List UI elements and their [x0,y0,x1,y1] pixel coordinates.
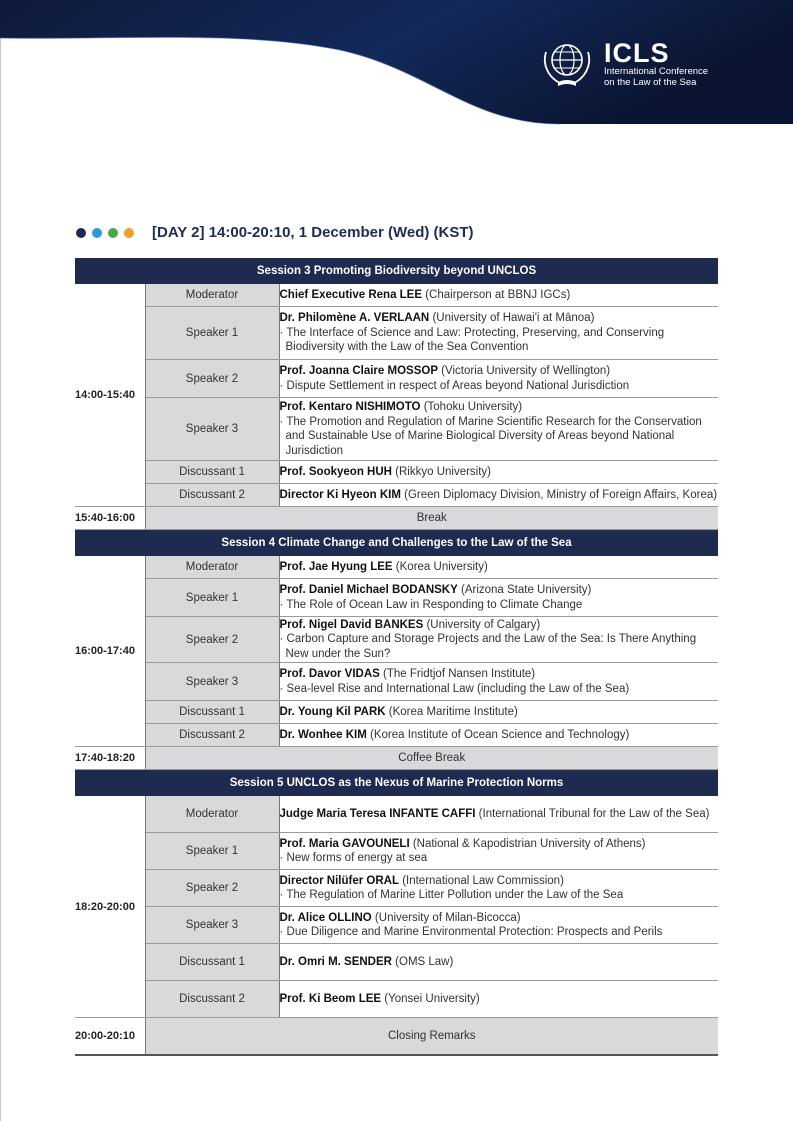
participant-detail [279,944,718,981]
participant-name: Dr. Philomène A. VERLAAN [279,312,430,325]
role-label: Speaker 2 [145,870,279,907]
participant-name: Prof. Nigel David BANKES [279,618,424,631]
schedule-row [75,701,718,724]
participant-detail [279,663,718,701]
break-row [75,1018,718,1056]
break-label: Break [145,507,718,530]
logo-subtitle-line1: International Conference [604,66,709,77]
schedule-row [75,724,718,747]
participant-affiliation: (Yonsei University) [381,992,480,1005]
session-header-row [75,258,718,284]
schedule-row [75,556,718,579]
participant-detail [279,307,718,360]
role-label: Discussant 2 [145,724,279,747]
participant-name: Chief Executive Rena LEE [279,288,423,301]
schedule-row [75,796,718,833]
break-label: Closing Remarks [145,1018,718,1056]
participant-name: Prof. Joanna Claire MOSSOP [279,365,438,377]
bullet-dot-green [108,228,118,238]
schedule-row [75,284,718,307]
participant-affiliation: (University of Milan-Bicocca) [371,911,521,924]
role-label: Speaker 1 [145,307,279,360]
role-label: Moderator [145,556,279,579]
talk-topic: · The Promotion and Regulation of Marine Scientific Research for the Conservation and Sustainable Use of Marine Biological Diversity of Areas beyond National Jurisdiction [279,415,702,457]
role-label: Speaker 1 [145,833,279,870]
participant-name: Prof. Sookyeon HUH [279,465,392,478]
role-label: Speaker 2 [145,617,279,663]
schedule-row [75,398,718,461]
day-heading [76,224,474,241]
participant-name: Director Nilüfer ORAL [279,874,399,887]
break-row [75,747,718,770]
schedule-row [75,307,718,360]
role-label: Speaker 3 [145,398,279,461]
participant-detail [279,360,718,398]
globe-laurel-icon [536,38,598,90]
schedule-row [75,461,718,484]
participant-name: Director Ki Hyeon KIM [279,488,401,501]
participant-name: Judge Maria Teresa INFANTE CAFFI [279,807,476,820]
talk-topic: · New forms of energy at sea [279,852,428,864]
role-label: Speaker 2 [145,360,279,398]
participant-name: Prof. Ki Beom LEE [279,992,382,1005]
participant-affiliation: (University of Calgary) [423,618,541,631]
talk-topic: · The Regulation of Marine Litter Pollution under the Law of the Sea [279,889,624,901]
participant-affiliation: (Korea University) [392,560,488,573]
participant-affiliation: (OMS Law) [391,955,454,968]
talk-topic: · Sea-level Rise and International Law (including the Law of the Sea) [279,682,630,695]
session-header-row [75,770,718,797]
schedule-row [75,870,718,907]
break-time: 20:00-20:10 [75,1018,145,1056]
participant-detail [279,796,718,833]
participant-detail [279,461,718,484]
break-time: 17:40-18:20 [75,747,145,770]
participant-affiliation: (Korea Institute of Ocean Science and Technology) [366,728,630,741]
logo-subtitle-line2: on the Law of the Sea [604,77,697,88]
role-label: Speaker 3 [145,907,279,944]
participant-detail [279,833,718,870]
schedule-row [75,833,718,870]
participant-detail [279,579,718,617]
participant-affiliation: (International Law Commission) [399,874,564,887]
participant-detail [279,484,718,507]
schedule-row [75,360,718,398]
role-label: Moderator [145,796,279,833]
participant-name: Dr. Alice OLLINO [279,911,372,924]
participant-detail [279,907,718,944]
participant-affiliation: (Chairperson at BBNJ IGCs) [422,288,571,301]
participant-affiliation: (University of Hawai'i at Mānoa) [429,312,595,325]
participant-name: Dr. Young Kil PARK [279,705,386,718]
participant-affiliation: (Arizona State University) [457,584,592,596]
break-label: Coffee Break [145,747,718,770]
role-label: Discussant 1 [145,944,279,981]
participant-detail [279,870,718,907]
participant-affiliation: (Green Diplomacy Division, Ministry of Foreign Affairs, Korea) [400,488,718,501]
break-time: 15:40-16:00 [75,507,145,530]
participant-detail [279,556,718,579]
participant-name: Dr. Omri M. SENDER [279,955,392,968]
session-title: Session 5 UNCLOS as the Nexus of Marine Protection Norms [75,770,718,797]
day-title: [DAY 2] 14:00-20:10, 1 December (Wed) (KST) [152,224,474,241]
icls-logo [536,38,708,90]
break-row [75,507,718,530]
session-time: 18:20-20:00 [75,796,145,1018]
role-label: Moderator [145,284,279,307]
participant-name: Prof. Maria GAVOUNELI [279,837,410,850]
bullet-dot-navy [76,228,86,238]
schedule-row [75,579,718,617]
participant-affiliation: (Korea Maritime Institute) [385,705,518,718]
talk-topic: · Dispute Settlement in respect of Areas beyond National Jurisdiction [279,379,630,392]
session-time: 14:00-15:40 [75,284,145,507]
session-title: Session 3 Promoting Biodiversity beyond UNCLOS [75,258,718,284]
session-title: Session 4 Climate Change and Challenges to the Law of the Sea [75,530,718,557]
participant-name: Prof. Kentaro NISHIMOTO [279,401,421,413]
participant-name: Prof. Jae Hyung LEE [279,560,393,573]
session-header-row [75,530,718,557]
talk-topic: · The Interface of Science and Law: Protecting, Preserving, and Conserving Biodiversity with the Law of the Sea Convention [279,326,665,354]
role-label: Speaker 3 [145,663,279,701]
schedule-row [75,944,718,981]
participant-affiliation: (National & Kapodistrian University of Athens) [409,837,646,850]
bullet-dot-blue [92,228,102,238]
participant-name: Prof. Daniel Michael BODANSKY [279,584,458,596]
participant-affiliation: (Tohoku University) [420,401,523,413]
session-time: 16:00-17:40 [75,556,145,747]
participant-detail [279,724,718,747]
role-label: Speaker 1 [145,579,279,617]
participant-name: Dr. Wonhee KIM [279,728,367,741]
schedule-row [75,484,718,507]
role-label: Discussant 1 [145,461,279,484]
role-label: Discussant 2 [145,981,279,1018]
bullet-dot-orange [124,228,134,238]
participant-affiliation: (International Tribunal for the Law of the Sea) [475,807,710,820]
participant-detail [279,617,718,663]
participant-affiliation: (The Fridtjof Nansen Institute) [379,668,536,680]
talk-topic: · Carbon Capture and Storage Projects and the Law of the Sea: Is There Anything New under the Sun? [279,633,697,660]
schedule-row [75,663,718,701]
schedule-row [75,981,718,1018]
schedule-table [75,258,718,1056]
talk-topic: · Due Diligence and Marine Environmental Protection: Prospects and Perils [279,926,663,938]
logo-title: ICLS [604,38,670,68]
role-label: Discussant 1 [145,701,279,724]
participant-affiliation: (Rikkyo University) [391,465,492,478]
participant-name: Prof. Davor VIDAS [279,668,380,680]
participant-detail [279,284,718,307]
schedule-row [75,617,718,663]
page-edge [0,0,1,1121]
role-label: Discussant 2 [145,484,279,507]
participant-detail [279,981,718,1018]
talk-topic: · The Role of Ocean Law in Responding to Climate Change [279,598,583,611]
participant-detail [279,701,718,724]
participant-affiliation: (Victoria University of Wellington) [437,365,611,377]
participant-detail [279,398,718,461]
schedule-row [75,907,718,944]
